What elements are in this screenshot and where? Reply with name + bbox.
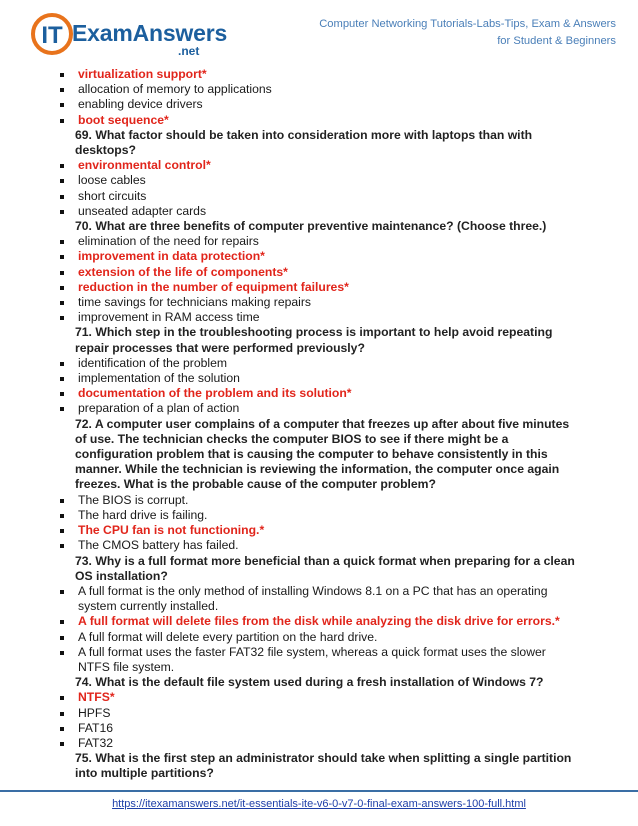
question-text: 72. A computer user complains of a computer that freezes up after about five minutes of use. The technician checks the computer BIOS to see if there might be a configuration problem that is causing the computer to behave consistently in this manner. While the technician is reviewing the information, the computer once again freezes. What is the probable cause of the computer problem? [75, 416, 570, 492]
question-text: 75. What is the first step an administrator should take when splitting a single partition into multiple partitions? [75, 751, 572, 781]
correct-answer-option: virtualization support* [58, 67, 578, 82]
question-text: 74. What is the default file system used during a fresh installation of Windows 7? [75, 675, 544, 690]
answer-option: FAT16 [58, 721, 578, 736]
page-header [0, 0, 638, 66]
correct-answer-option: extension of the life of components* [58, 265, 578, 280]
answer-option: enabling device drivers [58, 97, 578, 112]
correct-answer-option: A full format will delete files from the disk while analyzing the disk drive for errors.* [58, 614, 578, 629]
correct-answer-option: boot sequence* [58, 113, 578, 128]
it-logo-icon [30, 10, 74, 58]
correct-answer-option: documentation of the problem and its solution* [58, 386, 578, 401]
answer-option: FAT32 [58, 736, 578, 751]
answer-option: implementation of the solution [58, 371, 578, 386]
answer-option: HPFS [58, 706, 578, 721]
footer-divider [0, 790, 638, 792]
answer-option: preparation of a plan of action [58, 401, 578, 416]
svg-text:IT: IT [41, 22, 63, 49]
question-text: 73. Why is a full format more beneficial than a quick format when preparing for a clean OS installation? [75, 553, 575, 583]
answer-option: identification of the problem [58, 356, 578, 371]
tagline-line-1: Computer Networking Tutorials-Labs-Tips, Exam & Answers [319, 18, 616, 30]
answer-option: allocation of memory to applications [58, 82, 578, 97]
tagline-line-2: for Student & Beginners [497, 35, 616, 47]
exam-content [58, 67, 578, 782]
answer-option: The CMOS battery has failed. [58, 538, 578, 553]
logo-suffix: .net [178, 44, 200, 58]
site-logo[interactable] [30, 10, 230, 58]
question-text: 69. What factor should be taken into consideration more with laptops than with desktops? [75, 127, 533, 158]
answer-option: short circuits [58, 189, 578, 204]
question-text: 71. Which step in the troubleshooting process is important to help avoid repeating repair processes that were performed previously? [75, 325, 553, 355]
answer-option: elimination of the need for repairs [58, 234, 578, 249]
answer-option: A full format uses the faster FAT32 file system, whereas a quick format uses the slower NTFS file system. [58, 645, 578, 675]
answer-option: The BIOS is corrupt. [58, 493, 578, 508]
logo-wordmark: ExamAnswers [72, 20, 228, 46]
question-text: 70. What are three benefits of computer preventive maintenance? (Choose three.) [75, 219, 547, 234]
answer-option: time savings for technicians making repairs [58, 295, 578, 310]
answer-option: The hard drive is failing. [58, 508, 578, 523]
correct-answer-option: improvement in data protection* [58, 249, 578, 264]
answer-option: A full format will delete every partition on the hard drive. [58, 630, 578, 645]
correct-answer-option: The CPU fan is not functioning.* [58, 523, 578, 538]
answer-option: A full format is the only method of installing Windows 8.1 on a PC that has an operating system currently installed. [58, 584, 578, 614]
answer-option: unseated adapter cards [58, 204, 578, 219]
correct-answer-option: environmental control* [58, 158, 578, 173]
answer-option: loose cables [58, 173, 578, 188]
footer-url-link[interactable]: https://itexamanswers.net/it-essentials-ite-v6-0-v7-0-final-exam-answers-100-full.html [112, 798, 526, 810]
answer-option: improvement in RAM access time [58, 310, 578, 325]
correct-answer-option: reduction in the number of equipment failures* [58, 280, 578, 295]
site-tagline [276, 16, 616, 50]
correct-answer-option: NTFS* [58, 690, 578, 705]
